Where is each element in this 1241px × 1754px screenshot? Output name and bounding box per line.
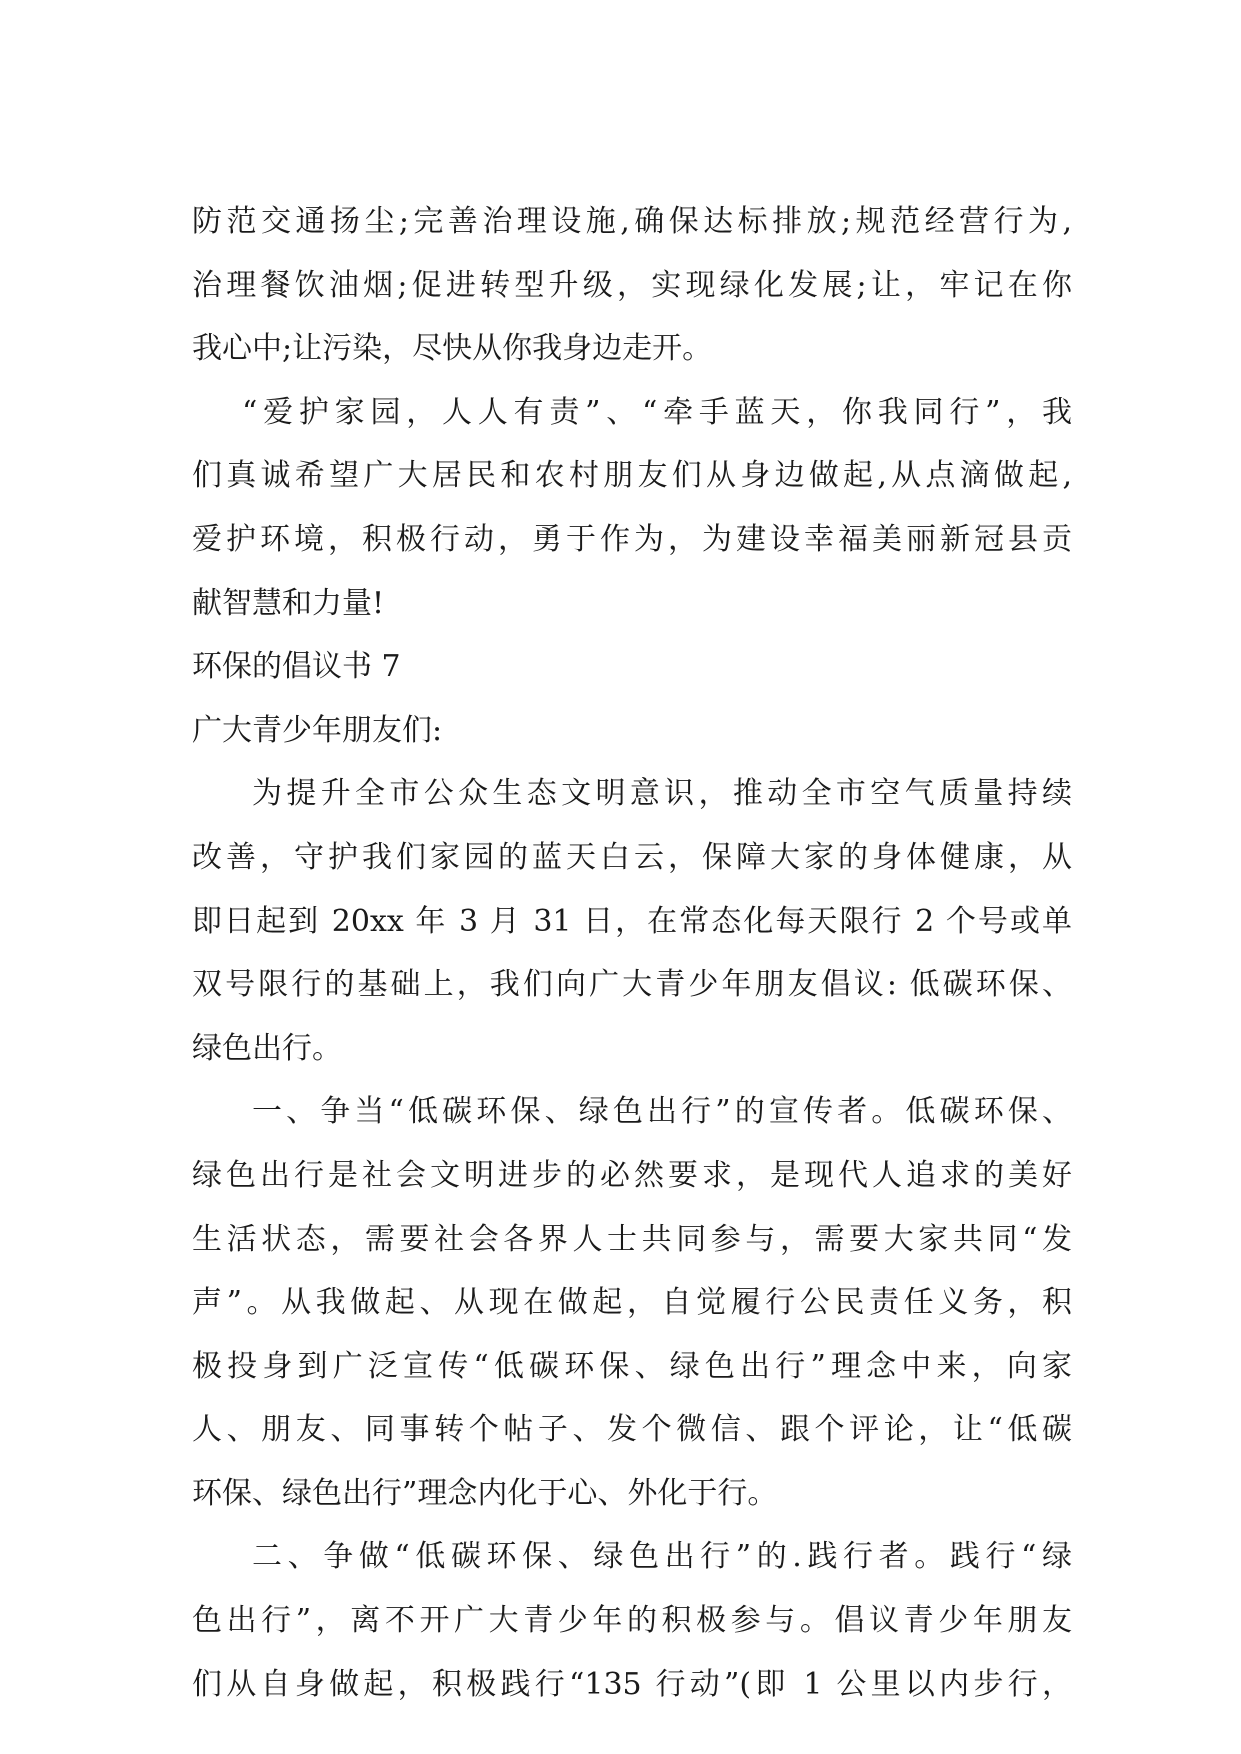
text-line: 绿色出行。 [192, 1030, 342, 1066]
text-line: 为提升全市公众生态文明意识，推动全市空气质量持续 [252, 776, 1072, 812]
text-line: 即日起到 20xx 年 3 月 31 日，在常态化每天限行 2 个号或单 [192, 903, 1072, 939]
text-line: 防范交通扬尘;完善治理设施,确保达标排放;规范经营行为, [192, 204, 1072, 239]
text-line: 极投身到广泛宣传“低碳环保、绿色出行”理念中来，向家 [192, 1348, 1072, 1384]
text-line: 们真诚希望广大居民和农村朋友们从身边做起,从点滴做起, [192, 458, 1072, 494]
section-heading: 环保的倡议书 7 [192, 649, 401, 685]
text-line: 绿色出行是社会文明进步的必然要求，是现代人追求的美好 [192, 1157, 1072, 1193]
text-line: 爱护环境，积极行动，勇于作为，为建设幸福美丽新冠县贡 [192, 521, 1072, 557]
text-line: 生活状态，需要社会各界人士共同参与，需要大家共同“发 [192, 1221, 1072, 1257]
text-line: 一、争当“低碳环保、绿色出行”的宣传者。低碳环保、 [252, 1094, 1072, 1130]
text-line: 我心中;让污染，尽快从你我身边走开。 [192, 331, 713, 367]
text-line: 色出行”，离不开广大青少年的积极参与。倡议青少年朋友 [192, 1603, 1072, 1639]
text-line: 献智慧和力量! [192, 585, 385, 621]
text-line: 双号限行的基础上，我们向广大青少年朋友倡议: 低碳环保、 [192, 967, 1072, 1003]
text-line: 改善，守护我们家园的蓝天白云，保障大家的身体健康，从 [192, 839, 1072, 875]
text-line: 声”。从我做起、从现在做起，自觉履行公民责任义务，积 [192, 1285, 1072, 1321]
text-line: 二、争做“低碳环保、绿色出行”的.践行者。践行“绿 [252, 1539, 1072, 1575]
text-line: “爱护家园，人人有责”、“牵手蓝天，你我同行”，我 [242, 394, 1072, 430]
text-line: 们从自身做起，积极践行“135 行动”(即 1 公里以内步行， [192, 1666, 1072, 1702]
document-body [192, 190, 1072, 1716]
text-line: 环保、绿色出行”理念内化于心、外化于行。 [192, 1475, 778, 1511]
text-line: 治理餐饮油烟;促进转型升级，实现绿化发展;让，牢记在你 [192, 267, 1072, 303]
salutation: 广大青少年朋友们: [192, 712, 443, 748]
text-line: 人、朋友、同事转个帖子、发个微信、跟个评论，让“低碳 [192, 1412, 1072, 1448]
